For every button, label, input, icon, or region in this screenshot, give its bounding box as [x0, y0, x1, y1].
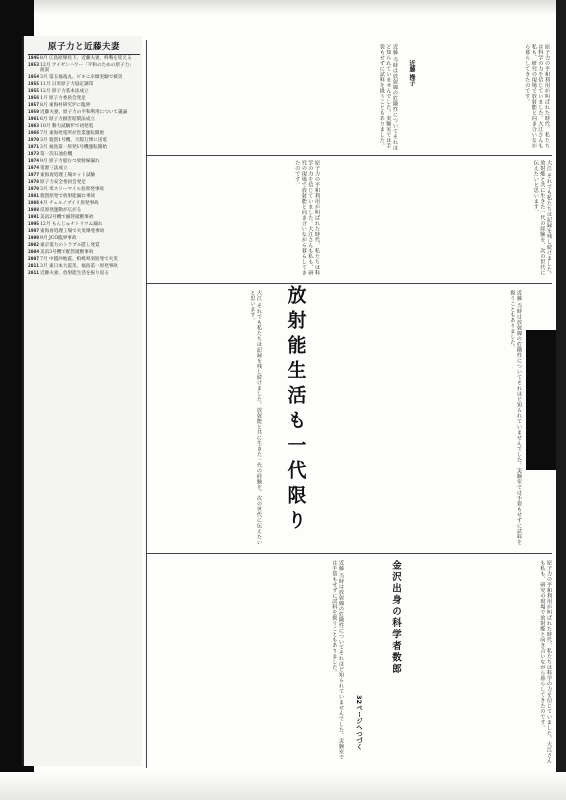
timeline-text: 美浜3号機で配管破断事故: [40, 250, 94, 256]
timeline-entry: [28, 271, 138, 276]
timeline-year: 1955: [28, 89, 40, 95]
timeline-entry: [28, 222, 138, 227]
timeline-year: 1966: [28, 131, 40, 137]
scan-top-shadow: [34, 0, 556, 14]
timeline-entry: [28, 63, 138, 74]
timeline-year: 1970: [28, 138, 40, 144]
timeline-year: 1956: [28, 96, 40, 102]
article-body-lower-right: 近藤 当時は放射線の危険性についてそれほど知られていませんでした。実験室では手袋もせずに試料を扱うこともありました。: [509, 290, 522, 545]
timeline-entry: [28, 82, 138, 87]
timeline-year: 1997: [28, 229, 40, 235]
timeline-year: 1963: [28, 124, 40, 130]
timeline-year: 1981: [28, 194, 40, 200]
timeline-text: 10月 動力試験炉で初発電: [40, 124, 94, 130]
article-body-right: 原子力の平和利用が叫ばれた時代、私たちは科学の力を信じていました。大江さんも私も、研究の現場で放射能と向き合いながら暮らしてきたのです。: [524, 44, 550, 149]
timeline-year: 2007: [28, 257, 40, 263]
timeline-entry: [28, 187, 138, 192]
timeline-year: 1995: [28, 222, 40, 228]
timeline-entry: [28, 75, 138, 80]
timeline-entry: [28, 257, 138, 262]
timeline-year: 1986: [28, 201, 40, 207]
timeline-entry: [28, 96, 138, 101]
timeline-year: 1974: [28, 166, 40, 172]
timeline-entry: [28, 194, 138, 199]
timeline-year: 1954: [28, 75, 40, 81]
timeline-text: 1月 原子力委員会発足: [40, 96, 86, 102]
sidebar-timeline: [28, 56, 138, 756]
timeline-entry: [28, 215, 138, 220]
timeline-text: 近藤夫妻、放射能生活を振り返る: [40, 271, 109, 277]
timeline-entry: [28, 243, 138, 248]
timeline-year: 1959: [28, 110, 40, 116]
timeline-text: 6月 原子力損害賠償法成立: [40, 117, 95, 123]
timeline-entry: [28, 173, 138, 178]
timeline-text: 7月 東海発電所が営業運転開始: [40, 131, 105, 137]
column-rule: [146, 40, 147, 768]
timeline-text: 東海再処理工場で火災爆発事故: [40, 229, 105, 235]
timeline-text: 3月 東日本大震災、福島第一原発事故: [40, 264, 118, 270]
timeline-text: 4月 チェルノブイリ原発事故: [40, 201, 99, 207]
timeline-entry: [28, 131, 138, 136]
timeline-entry: [28, 264, 138, 269]
timeline-year: 1953: [28, 63, 40, 68]
timeline-text: 第一次石油危機: [40, 152, 73, 158]
author-name: 近藤 操子: [408, 60, 415, 87]
timeline-entry: [28, 236, 138, 241]
timeline-year: 1991: [28, 215, 40, 221]
timeline-text: 3月 福島第一原発1号機運転開始: [40, 145, 108, 151]
timeline-year: 1974: [28, 159, 40, 165]
timeline-year: 1979: [28, 187, 40, 193]
timeline-entry: [28, 229, 138, 234]
timeline-text: 東京電力のトラブル隠し発覚: [40, 243, 100, 249]
timeline-year: 2004: [28, 250, 40, 256]
timeline-entry: [28, 145, 138, 150]
timeline-year: 1977: [28, 173, 40, 179]
timeline-entry: [28, 250, 138, 255]
divider-top: [146, 155, 552, 156]
continued-page-ref: 32ページへつづく: [355, 695, 363, 750]
timeline-entry: [28, 159, 138, 164]
timeline-entry: [28, 56, 138, 61]
timeline-entry: [28, 180, 138, 185]
timeline-text: 電源三法成立: [40, 166, 68, 172]
timeline-text: 12月 原子力基本法成立: [40, 89, 89, 95]
article-body-right-2: 近藤 当時は放射線の危険性についてそれほど知られていませんでした。実験室では手袋もせずに試料を扱うこともありました。: [378, 44, 398, 151]
timeline-text: 3月 第五福竜丸、ビキニ水爆実験で被災: [40, 75, 123, 81]
article-title: 放射能生活も一代限り: [284, 285, 307, 535]
article-body-bottom-left: 近藤 当時は放射線の危険性についてそれほど知られていませんでした。実験室では手袋もせずに試料を扱うこともありました。: [331, 560, 344, 760]
timeline-text: 9月 原子力船むつ放射線漏れ: [40, 159, 100, 165]
timeline-year: 2011: [28, 271, 40, 277]
timeline-year: 1999: [28, 236, 40, 242]
sidebar-title: 原子力と近藤夫妻: [28, 40, 140, 55]
timeline-entry: [28, 138, 138, 143]
timeline-text: 11月 日米原子力協定調印: [40, 82, 94, 88]
timeline-year: 1955: [28, 82, 40, 88]
timeline-text: 3月 米スリーマイル島原発事故: [40, 187, 105, 193]
timeline-year: 2002: [28, 243, 40, 249]
scan-right-edge: [556, 0, 566, 800]
article-body-lower-left: 大江 それでも私たちは記録を残し続けました。放射能と共に生きた一代の経験を、次の世代に伝えたいと思います。: [249, 290, 262, 545]
divider-mid: [146, 283, 552, 284]
timeline-text: 12月 アイゼンハワー「平和のための原子力」演説: [40, 63, 134, 74]
timeline-year: 1971: [28, 145, 40, 151]
timeline-text: 反原発運動が広がる: [40, 208, 82, 214]
timeline-text: 12月 もんじゅナトリウム漏れ: [40, 222, 103, 228]
divider-low: [146, 553, 552, 554]
timeline-entry: [28, 152, 138, 157]
article-body-middle: 大江 それでも私たちは記録を残し続けました。放射能と共に生きた一代の経験を、次の世代に伝えたいと思います。: [532, 160, 552, 278]
timeline-text: 8月 東海村研究炉に臨界: [40, 103, 91, 109]
timeline-text: 原子力安全委員会発足: [40, 180, 86, 186]
timeline-text: 8月 広島原爆投下。近藤夫妻、終戦を迎える: [40, 56, 132, 61]
article-body-bottom-right: 原子力の平和利用が叫ばれた時代、私たちは科学の力を信じていました。大江さんも私も、研究の現場で放射能と向き合いながら暮らしてきたのです。: [539, 560, 552, 764]
timeline-text: 7月 中越沖地震、柏崎刈羽原発で火災: [40, 257, 118, 263]
timeline-text: 9月 JCO臨界事故: [40, 236, 77, 242]
scan-bottom-shadow: [0, 772, 566, 800]
timeline-entry: [28, 124, 138, 129]
article-body-middle-2: 原子力の平和利用が叫ばれた時代、私たちは科学の力を信じていました。大江さんも私も、研究の現場で放射能と向き合いながら暮らしてきたのです。: [294, 160, 320, 276]
timeline-entry: [28, 103, 138, 108]
timeline-entry: [28, 117, 138, 122]
timeline-year: 1973: [28, 152, 40, 158]
timeline-text: 敦賀原発で放射能漏れ事故: [40, 194, 96, 200]
timeline-entry: [28, 110, 138, 115]
timeline-entry: [28, 208, 138, 213]
timeline-year: 2011: [28, 264, 40, 270]
timeline-year: 1957: [28, 103, 40, 109]
timeline-entry: [28, 166, 138, 171]
timeline-text: 近藤夫妻、原子力の平和利用について議論: [40, 110, 128, 116]
timeline-text: 美浜2号機で細管破断事故: [40, 215, 94, 221]
timeline-year: 1961: [28, 117, 40, 123]
timeline-entry: [28, 89, 138, 94]
timeline-year: 1988: [28, 208, 40, 214]
timeline-year: 1978: [28, 180, 40, 186]
timeline-entry: [28, 201, 138, 206]
timeline-text: 東海再処理工場ホット試験: [40, 173, 96, 179]
article-subtitle: 金沢出身の科学者数郎: [390, 560, 401, 675]
timeline-year: 1945: [28, 56, 40, 61]
timeline-text: 3月 敦賀1号機、大阪万博に送電: [40, 138, 108, 144]
